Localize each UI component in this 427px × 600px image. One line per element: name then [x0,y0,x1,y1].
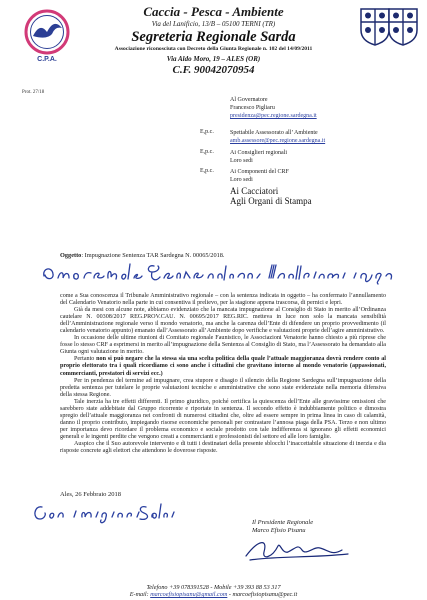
org-address: Via del Lanificio, 13/B – 05100 TERNI (TR) [151,20,276,28]
councillors-address: Loro sedi [230,158,253,164]
signatory-block [252,519,313,535]
footer-phones: Telefono +39 078391528 - Mobile +39 393 88 53 317 [146,584,281,591]
epc-label-3: E,p.c. [200,168,214,174]
office-title: Segreteria Regionale Sarda [131,29,296,45]
email-link[interactable]: marcoefisiopisanu@gmail.com [150,591,228,598]
handwritten-closing [30,499,180,529]
paragraph-4 [60,356,386,377]
closing-text: Con i migliori Saluti [30,527,39,528]
paragraph-4-lead: Pertanto [74,356,97,363]
recognition-text: Associazione riconosciuta con Decreto della Giunta Regionale n. 102 del 14/09/2011 [114,46,313,52]
crf-label: Ai Componenti del CRF [230,169,289,175]
pec-link[interactable]: marcoefisiopisanu@pec.it [232,591,298,598]
handwritten-signature [238,536,358,566]
paragraph-7: Auspico che il Suo autorevole intervento e di tutti i destinatari della presente sblocchi l’inaccettabile situazione di inerzia e dia risposte concrete agli elettori che attendono le doverose risposte. [60,440,386,455]
recipient-crf [230,168,289,184]
governor-name: Francesco Pigliaru [230,105,275,111]
tax-code: C.F. 90042070954 [172,64,255,76]
paragraph-2: Già da mesi con alcune note, abbiamo evidenziato che la mancata impugnazione al Consiglio di Stato in merito all’Ordinanza cautelare N. 00308/2017 REG.PROV.CAU. N. 00695/2017 REG.RIC. metteva in luce non solo la mancata sensibilità dell’Amministrazione regionale verso il mondo venatorio, ma anche la carenza dell’Ente di difendere un proprio provvedimento (il calendario venatorio appunto) emanato dall’Assessorato all’Ambiente dopo verifiche e valutazioni proprie dell’agire amministrativo. [60,307,386,335]
signatory-role: Il Presidente Regionale [252,519,314,526]
paragraph-6: Tale inerzia ha tre effetti differenti. Il primo giuridico, poiché certifica la quiescenza dell’Ente alle gravissime omissioni che sarebbero state addebitate dal Gruppo ricorrente e riportate in sentenza. Il secondo effetto è indubbiamente politico e dimostra spregio dell’attuale maggioranza nei confronti di numerosi cittadini che, oltre ad essere sempre in prima linea in caso di calamità, danno il proprio contributo, impiegando risorse economiche personali per contrastare l’annosa piaga della PSA. Terzo e non ultimo per importanza devo ricordare il problema economico e sociale prodotto con tale indifferenza si ignorano gli effetti economici generali e le ingenti perdite che vengono creati a commercianti e professionisti del settore ed alle loro famiglie. [60,398,386,440]
email-label: E-mail: [129,591,151,598]
epc-label-2: E,p.c. [200,149,214,155]
paragraph-1: come a Sua conoscenza il Tribunale Amministrativo regionale – con la sentenza indicata in oggetto – ha confermato l’annullamento del Calendario Venatorio nella parte in cui consentiva il prelievo, per la stagione appena trascorsa, di pernici e lepri. [60,293,386,307]
greeting-text: Onorevole Governatore, Illustrissimi in indirizzo [36,284,56,285]
hunters-label: Ai Cacciatori [230,186,279,196]
councillors-label: Ai Consiglieri regionali [230,150,287,156]
signatory-name: Marco Efisio Pisanu [252,527,306,534]
paragraph-3: In occasione delle ultime riunioni di Comitato regionale Faunistico, le Associazioni Venatorie hanno chiesto a più riprese che fosse lo stesso CRF a esprimersi in merito all’impugnazione della Sentenza al Consiglio di Stato, ma l’Assessorato ha demandato alla Giunta ogni valutazione in merito. [60,335,386,356]
protocol-number: Prot. 27/18 [22,90,45,95]
office-address: Via Aldo Moro, 19 – ALES (OR) [166,55,261,63]
press-label: Agli Organi di Stampa [230,196,312,206]
recipient-assessorato [230,129,325,145]
letter-date: Ales, 26 Febbraio 2018 [60,491,122,498]
paragraph-5: Per in pendenza del termine ad impugnare, crea stupore e disagio il silenzio della Regione Sardegna sull’impugnazione della predetta sentenza per tutelare le proprie valutazioni tecniche e amministrative che sono state evidenziate nella memoria difensiva della stessa Regione. [60,377,386,398]
recipient-governor [230,96,317,120]
handwritten-greeting [36,260,396,286]
epc-label-1: E,p.c. [200,129,214,135]
subject-text: : Impugnazione Sentenza TAR Sardegna N. 00065/2018. [81,252,225,259]
paragraph-4-bold: non si può negare che la stessa sia una scelta politica della quale l’attuale maggioranza dovrà rendere conto al proprio elettorato tra i quali ricordiamo ci sono anche i cittadini che gravitano intorno al mondo venatorio (appassionati, commercianti, prestatori di servizi ecc.) [60,356,386,377]
letter-body [60,293,386,455]
subject-label: Oggetto [60,252,82,259]
governor-label: Al Governatore [230,97,268,103]
governor-email-link[interactable]: presidenza@pec.regione.sardegna.it [230,113,317,119]
footer-emails: E-mail: marcoefisiopisanu@gmail.com - marcoefisiopisanu@pec.it [129,591,298,598]
recipient-hunters-press [230,186,312,206]
logo-caption: C.P.A. [37,56,57,63]
assessorato-email-link[interactable]: amb.assessore@pec.regione.sardegna.it [230,138,326,144]
assessorato-label: Spettabile Assessorato all’ Ambiente [230,130,318,136]
subject-line [60,252,224,259]
org-title: Caccia - Pesca - Ambiente [143,4,284,19]
crf-address: Loro sedi [230,177,253,183]
recipient-councillors [230,149,287,165]
